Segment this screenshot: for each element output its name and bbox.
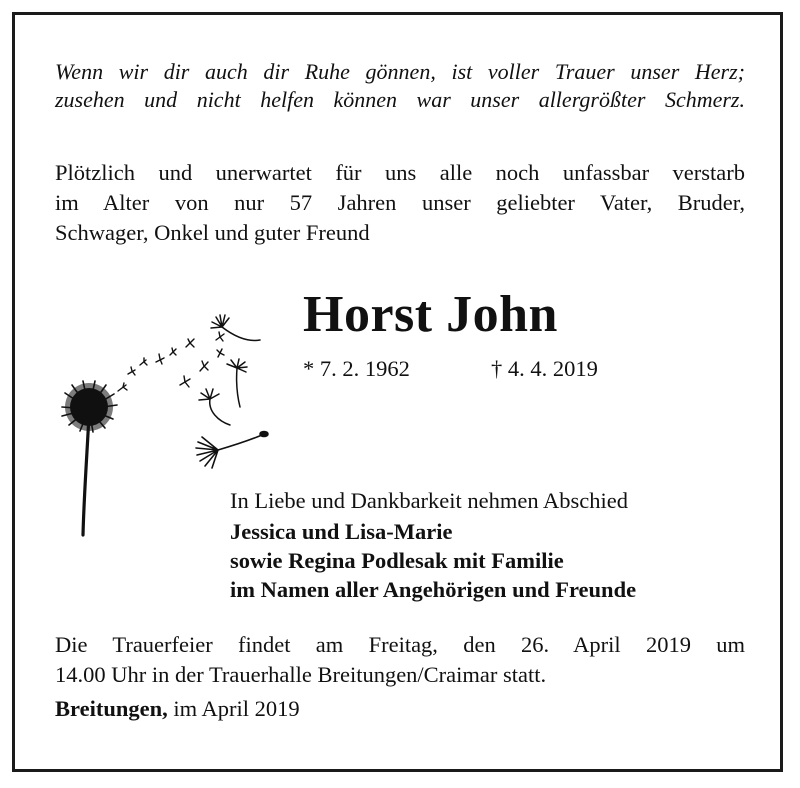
place-town: Breitungen, — [55, 696, 168, 721]
mourner-line: Jessica und Lisa-Marie — [230, 519, 453, 544]
mourners-list — [230, 517, 636, 604]
life-dates — [303, 355, 598, 383]
death-date: † 4. 4. 2019 — [491, 356, 598, 381]
intro-text — [55, 158, 745, 248]
mourner-line: sowie Regina Podlesak mit Familie — [230, 548, 564, 573]
poem-line: Wenn wir dir auch dir Ruhe gönnen, ist voller Trauer unser Herz; — [55, 59, 745, 84]
intro-line: Schwager, Onkel und guter Freund — [55, 220, 370, 245]
intro-line: im Alter von nur 57 Jahren unser geliebter Vater, Bruder, — [55, 190, 745, 215]
ceremony-line: 14.00 Uhr in der Trauerhalle Breitungen/Craimar statt. — [55, 662, 547, 687]
intro-line: Plötzlich und unerwartet für uns alle noch unfassbar verstarb — [55, 160, 745, 185]
ceremony-info — [55, 630, 745, 690]
poem-line: zusehen und nicht helfen können war unser allergrößter Schmerz. — [55, 87, 745, 112]
place-date — [55, 694, 300, 724]
ceremony-line: Die Trauerfeier findet am Freitag, den 26. April 2019 um — [55, 632, 745, 657]
place-month: im April 2019 — [173, 696, 300, 721]
farewell-text: In Liebe und Dankbarkeit nehmen Abschied — [230, 488, 629, 513]
deceased-name: Horst John — [303, 286, 558, 343]
poem — [55, 58, 745, 114]
birth-date: * 7. 2. 1962 — [303, 356, 410, 381]
mourner-line: im Namen aller Angehörigen und Freunde — [230, 577, 637, 602]
